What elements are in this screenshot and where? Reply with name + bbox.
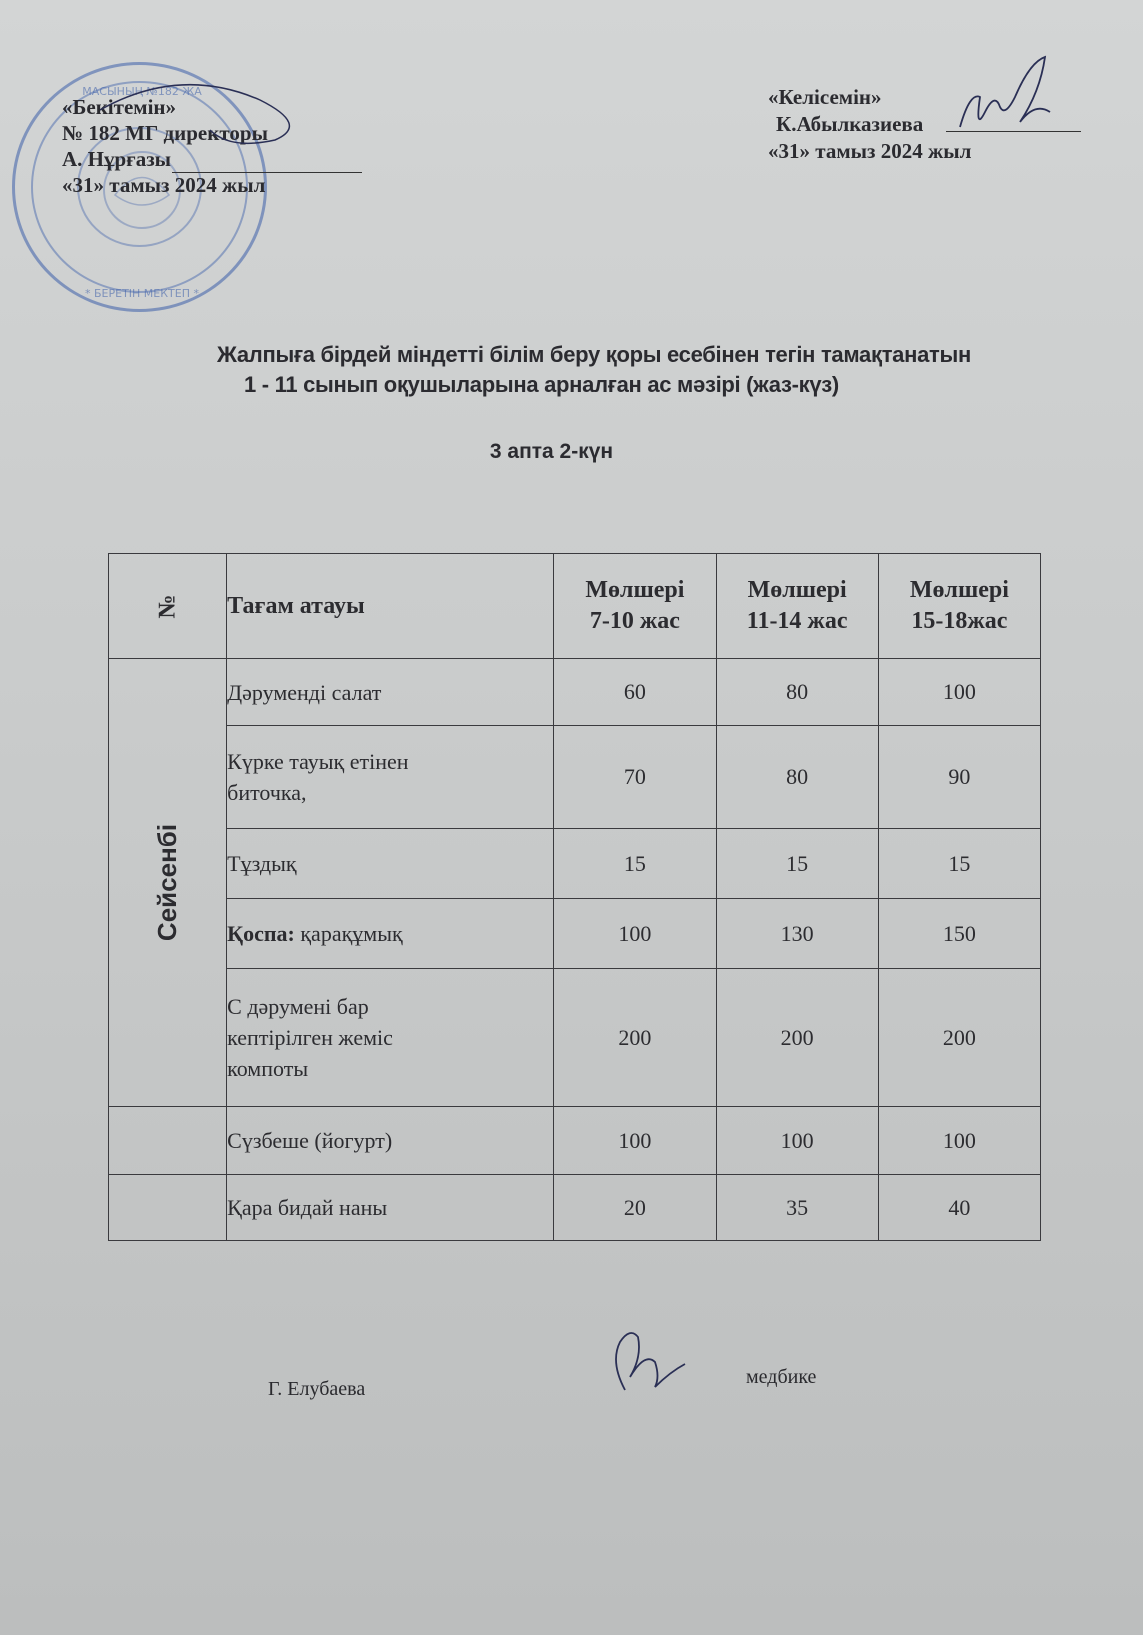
header-no: № — [109, 554, 227, 659]
header-qty-11-14: Мөлшері 11-14 жас — [716, 554, 878, 659]
approval-label: «Бекітемін» — [62, 95, 177, 119]
qty-11-14: 130 — [716, 899, 878, 969]
qty-7-10: 20 — [554, 1175, 716, 1241]
qty-15-18: 15 — [878, 829, 1040, 899]
dish-name: Күрке тауық етінен биточка, — [227, 726, 554, 829]
svg-text:* БЕРЕТІН МЕКТЕП *: * БЕРЕТІН МЕКТЕП * — [85, 287, 199, 300]
qty-11-14: 80 — [716, 659, 878, 726]
qty-15-18: 90 — [878, 726, 1040, 829]
approval-name: А. Нұрғазы — [62, 147, 172, 171]
qty-11-14: 100 — [716, 1107, 878, 1175]
dish-name: Сүзбеше (йогурт) — [227, 1107, 554, 1175]
dish-name: Дәруменді салат — [227, 659, 554, 726]
qty-7-10: 200 — [554, 969, 716, 1107]
qty-7-10: 15 — [554, 829, 716, 899]
dish-name: Қара бидай наны — [227, 1175, 554, 1241]
approval-date: «31» тамыз 2024 жыл — [768, 139, 972, 163]
title-line-2: 1 - 11 сынып оқушыларына арналған ас мәзірі (жаз-күз) — [244, 372, 839, 397]
qty-7-10: 100 — [554, 899, 716, 969]
qty-11-14: 15 — [716, 829, 878, 899]
nurse-role: медбике — [746, 1366, 817, 1388]
empty-day-cell — [109, 1175, 227, 1241]
qty-7-10: 100 — [554, 1107, 716, 1175]
table-row — [109, 726, 1041, 829]
approval-date: «31» тамыз 2024 жыл — [62, 173, 266, 197]
table-row — [109, 659, 1041, 726]
qty-11-14: 200 — [716, 969, 878, 1107]
table-header-row — [109, 554, 1041, 659]
document-title — [0, 340, 1143, 400]
qty-11-14: 80 — [716, 726, 878, 829]
table-row — [109, 1175, 1041, 1241]
table-row — [109, 1107, 1041, 1175]
qty-15-18: 40 — [878, 1175, 1040, 1241]
title-line-1: Жалпыға бірдей міндетті білім беру қоры есебінен тегін тамақтанатын — [217, 342, 971, 367]
header-dish-name: Тағам атауы — [227, 554, 554, 659]
qty-15-18: 200 — [878, 969, 1040, 1107]
table-row — [109, 969, 1041, 1107]
qty-15-18: 150 — [878, 899, 1040, 969]
menu-table — [108, 553, 1041, 1241]
approval-label: «Келісемін» — [768, 85, 882, 109]
qty-11-14: 35 — [716, 1175, 878, 1241]
approval-position: № 182 МГ директоры — [62, 121, 268, 145]
nurse-signature-icon — [600, 1322, 690, 1402]
header-qty-7-10: Мөлшері 7-10 жас — [554, 554, 716, 659]
qty-7-10: 60 — [554, 659, 716, 726]
dish-name: С дәрумені бар кептірілген жеміс компоты — [227, 969, 554, 1107]
qty-15-18: 100 — [878, 659, 1040, 726]
signature-line — [172, 172, 362, 173]
day-label: Сейсенбі — [152, 823, 183, 942]
table-row — [109, 899, 1041, 969]
approval-block-right — [768, 84, 971, 165]
header-qty-15-18: Мөлшері 15-18жас — [878, 554, 1040, 659]
day-cell — [109, 659, 227, 1107]
week-day-label: 3 апта 2-күн — [489, 440, 614, 463]
signature-right-icon — [945, 52, 1065, 142]
nurse-name: Г. Елубаева — [268, 1378, 366, 1400]
dish-name: Тұздық — [227, 829, 554, 899]
svg-text:МАСЫНЫҢ №182 ЖА: МАСЫНЫҢ №182 ЖА — [82, 85, 202, 98]
signature-left-icon — [60, 70, 300, 160]
approval-name: К.Абылказиева — [776, 112, 924, 136]
dish-name: Қоспа: қарақұмық — [227, 899, 554, 969]
table-row — [109, 829, 1041, 899]
qty-15-18: 100 — [878, 1107, 1040, 1175]
empty-day-cell — [109, 1107, 227, 1175]
qty-7-10: 70 — [554, 726, 716, 829]
